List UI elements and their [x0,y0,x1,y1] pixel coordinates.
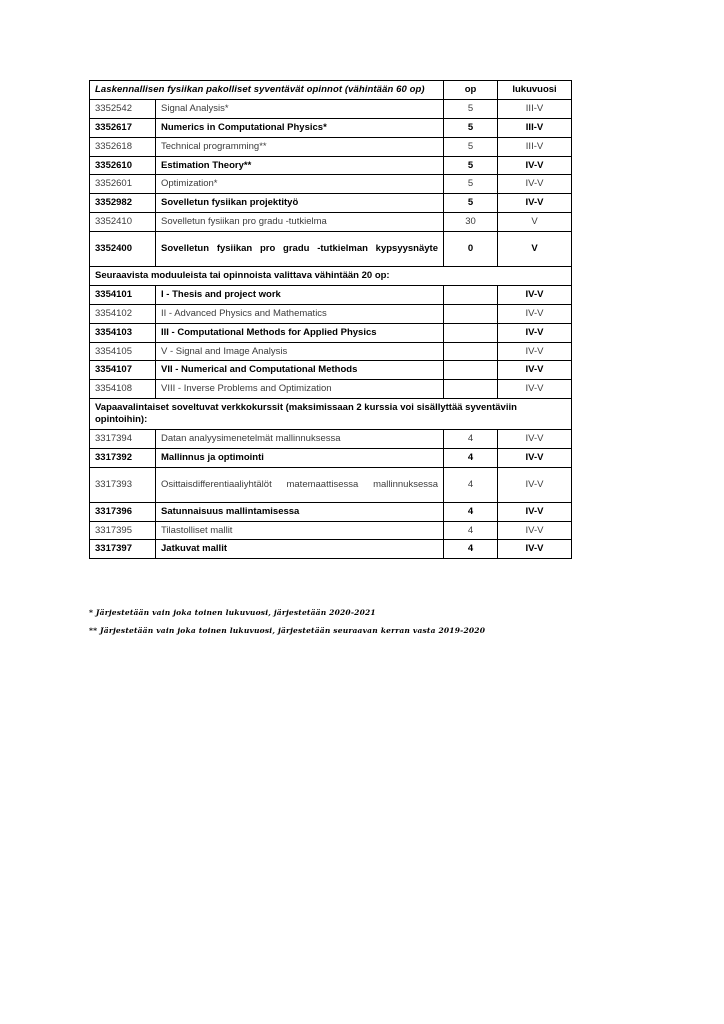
course-credits-cell: 4 [444,429,498,448]
course-code-cell: 3354108 [90,380,156,399]
course-year-cell: IV-V [498,194,572,213]
course-credits-cell: 5 [444,118,498,137]
course-credits-cell: 4 [444,540,498,559]
curriculum-table [89,80,572,559]
course-code-cell: 3352542 [90,99,156,118]
course-name-cell: Tilastolliset mallit [156,521,444,540]
section-heading-row [90,399,572,430]
course-name-cell: II - Advanced Physics and Mathematics [156,304,444,323]
course-year-cell: IV-V [498,502,572,521]
course-year-cell: V [498,213,572,232]
course-credits-cell [444,323,498,342]
course-name-cell: Sovelletun fysiikan projektityö [156,194,444,213]
course-year-cell: IV-V [498,521,572,540]
table-row [90,502,572,521]
table-row [90,156,572,175]
table-row [90,175,572,194]
course-credits-cell: 5 [444,194,498,213]
table-row [90,118,572,137]
course-code-cell: 3317394 [90,429,156,448]
course-credits-cell: 5 [444,156,498,175]
course-code-cell: 3354103 [90,323,156,342]
table-row [90,467,572,502]
course-name-cell: VII - Numerical and Computational Methods [156,361,444,380]
course-credits-cell: 4 [444,521,498,540]
course-name-cell: VIII - Inverse Problems and Optimization [156,380,444,399]
course-code-cell: 3352601 [90,175,156,194]
course-credits-cell: 0 [444,232,498,267]
course-year-cell: IV-V [498,540,572,559]
course-name-cell: Sovelletun fysiikan pro gradu -tutkielma [156,213,444,232]
footnote-single-asterisk: * Järjestetään vain joka toinen lukuvuosi, järjestetään 2020-2021 [89,608,376,617]
course-credits-cell: 4 [444,502,498,521]
course-code-cell: 3354105 [90,342,156,361]
table-row [90,361,572,380]
course-code-cell: 3317392 [90,448,156,467]
course-code-cell: 3352982 [90,194,156,213]
table-row [90,194,572,213]
course-code-cell: 3317397 [90,540,156,559]
course-code-cell: 3352400 [90,232,156,267]
table-row [90,540,572,559]
header-year-cell: lukuvuosi [498,81,572,100]
course-code-cell: 3352618 [90,137,156,156]
course-credits-cell [444,361,498,380]
course-year-cell: III-V [498,99,572,118]
course-name-cell: Mallinnus ja optimointi [156,448,444,467]
course-name-cell: Datan analyysimenetelmät mallinnuksessa [156,429,444,448]
course-name-cell: V - Signal and Image Analysis [156,342,444,361]
table-body [90,81,572,559]
header-op-cell: op [444,81,498,100]
course-name-cell: Estimation Theory** [156,156,444,175]
table-row [90,380,572,399]
course-name-cell: Signal Analysis* [156,99,444,118]
footnotes [89,608,609,644]
table-row [90,213,572,232]
course-name-cell: III - Computational Methods for Applied Physics [156,323,444,342]
course-code-cell: 3317396 [90,502,156,521]
course-code-cell: 3352410 [90,213,156,232]
course-year-cell: IV-V [498,467,572,502]
course-credits-cell [444,285,498,304]
course-code-cell: 3317393 [90,467,156,502]
course-code-cell: 3354102 [90,304,156,323]
course-name-cell: Jatkuvat mallit [156,540,444,559]
course-credits-cell [444,304,498,323]
course-year-cell: IV-V [498,429,572,448]
header-title-cell: Laskennallisen fysiikan pakolliset syventävät opinnot (vähintään 60 op) [90,81,444,100]
course-name-cell: Sovelletun fysiikan pro gradu -tutkielman kypsyysnäyte [156,232,444,267]
course-code-cell: 3352617 [90,118,156,137]
table-row [90,342,572,361]
course-credits-cell [444,342,498,361]
table-row [90,429,572,448]
course-year-cell: IV-V [498,380,572,399]
course-name-cell: Satunnaisuus mallintamisessa [156,502,444,521]
course-credits-cell [444,380,498,399]
course-name-cell: I - Thesis and project work [156,285,444,304]
section-heading-electives: Vapaavalintaiset soveltuvat verkkokurssit (maksimissaan 2 kurssia voi sisällyttää syventäviin opintoihin): [90,399,572,430]
course-year-cell: IV-V [498,285,572,304]
course-name-cell: Technical programming** [156,137,444,156]
course-code-cell: 3354107 [90,361,156,380]
footnote-double-asterisk: ** Järjestetään vain joka toinen lukuvuosi, järjestetään seuraavan kerran vasta 2019-2020 [89,626,486,635]
course-credits-cell: 4 [444,467,498,502]
course-year-cell: IV-V [498,448,572,467]
table-row [90,137,572,156]
course-year-cell: V [498,232,572,267]
course-code-cell: 3354101 [90,285,156,304]
course-year-cell: III-V [498,137,572,156]
course-credits-cell: 5 [444,137,498,156]
course-name-cell: Osittaisdifferentiaaliyhtälöt matemaattisessa mallinnuksessa [156,467,444,502]
table-header-row [90,81,572,100]
course-credits-cell: 30 [444,213,498,232]
course-name-cell: Numerics in Computational Physics* [156,118,444,137]
course-year-cell: IV-V [498,175,572,194]
course-year-cell: IV-V [498,304,572,323]
course-credits-cell: 4 [444,448,498,467]
table-row [90,448,572,467]
course-code-cell: 3352610 [90,156,156,175]
table-row [90,304,572,323]
section-heading-row [90,267,572,286]
course-year-cell: IV-V [498,156,572,175]
table-row [90,323,572,342]
course-year-cell: IV-V [498,361,572,380]
course-credits-cell: 5 [444,175,498,194]
table-row [90,232,572,267]
table-row [90,285,572,304]
course-credits-cell: 5 [444,99,498,118]
course-code-cell: 3317395 [90,521,156,540]
course-name-cell: Optimization* [156,175,444,194]
table-row [90,521,572,540]
course-year-cell: IV-V [498,342,572,361]
course-year-cell: III-V [498,118,572,137]
section-heading-modules: Seuraavista moduuleista tai opinnoista valittava vähintään 20 op: [90,267,572,286]
table-row [90,99,572,118]
course-year-cell: IV-V [498,323,572,342]
